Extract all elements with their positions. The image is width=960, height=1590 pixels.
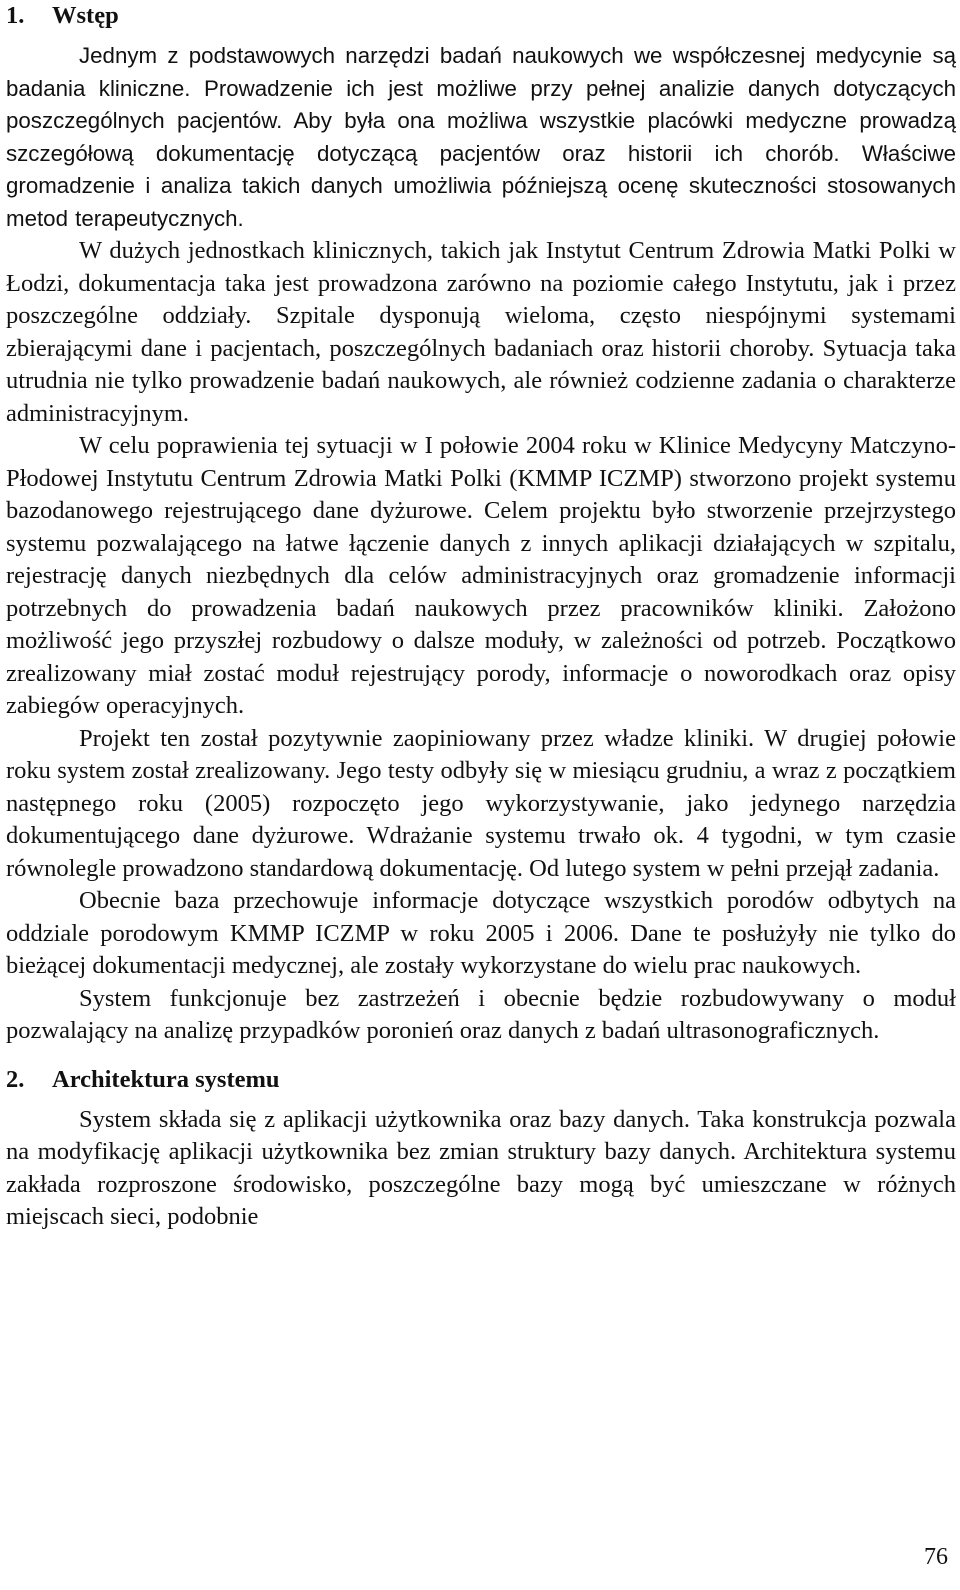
section-heading-introduction [6,0,956,32]
paragraph: W celu poprawienia tej sytuacji w I połowie 2004 roku w Klinice Medycyny Matczyno-Płodowej Instytutu Centrum Zdrowia Matki Polki (KMMP ICZMP) stworzono projekt systemu bazodanowego rejestrującego dane dyżurowe. Celem projektu było stworzenie przejrzystego systemu pozwalającego na łatwe łączenie danych z innych aplikacji działających w szpitalu, rejestrację danych niezbędnych dla celów administracyjnych oraz gromadzenie informacji potrzebnych do prowadzenia badań naukowych przez pracowników kliniki. Założono możliwość jego przyszłej rozbudowy o dalsze moduły, w zależności od potrzeb. Początkowo zrealizowany miał zostać moduł rejestrujący porody, informacje o noworodkach oraz opisy zabiegów operacyjnych. [6,432,956,719]
paragraph: Obecnie baza przechowuje informacje dotyczące wszystkich porodów odbytych na oddziale porodowym KMMP ICZMP w roku 2005 i 2006. Dane te posłużyły nie tylko do bieżącej dokumentacji medycznej, ale zostały wykorzystane do wielu prac naukowych. [6,887,956,979]
paragraph: Projekt ten został pozytywnie zaopiniowany przez władze kliniki. W drugiej połowie roku system został zrealizowany. Jego testy odbyły się w miesiącu grudniu, a wraz z początkiem następnego roku (2005) rozpoczęto jego wykorzystywanie, jako jedynego narzędzia dokumentującego dane dyżurowe. Wdrażanie systemu trwało ok. 4 tygodni, w tym czasie równolegle prowadzono standardową dokumentację. Od lutego system w pełni przejął zadania. [6,724,956,882]
section-number: 1. [6,2,25,29]
paragraph: W dużych jednostkach klinicznych, takich jak Instytut Centrum Zdrowia Matki Polki w Łodzi, dokumentacja taka jest prowadzona zarówno na poziomie całego Instytutu, jak i przez poszczególne oddziały. Szpitale dysponują wieloma, często niespójnymi systemami zbierającymi dane i pacjentach, poszczególnych badaniach oraz historii choroby. Sytuacja taka utrudnia nie tylko prowadzenie badań naukowych, ale również codzienne zadania o charakterze administracyjnym. [6,237,956,427]
paragraph: System funkcjonuje bez zastrzeżeń i obecnie będzie rozbudowywany o moduł pozwalający na analizę przypadków poronień oraz danych z badań ultrasonograficznych. [6,984,956,1044]
section-body-architecture [6,1104,956,1234]
section-title: Wstęp [52,2,119,29]
paragraph: Jednym z podstawowych narzędzi badań naukowych we współczesnej medycynie są badania kliniczne. Prowadzenie ich jest możliwe przy pełnej analizie danych dotyczących poszczególnych pacjentów. Aby była ona możliwa wszystkie placówki medyczne prowadzą szczegółową dokumentację dotyczącą pacjentów oraz historii ich chorób. Właściwe gromadzenie i analiza takich danych umożliwia późniejszą ocenę skuteczności stosowanych metod terapeutycznych. [6,43,956,231]
section-title: Architektura systemu [52,1065,280,1093]
page-number: 76 [924,1544,948,1570]
paragraph: System składa się z aplikacji użytkownika oraz bazy danych. Taka konstrukcja pozwala na modyfikację aplikacji użytkownika bez zmian struktury bazy danych. Architektura systemu zakłada rozproszone środowisko, poszczególne bazy mogą być umieszczane w różnych miejscach sieci, podobnie [6,1105,956,1230]
section-body-introduction [6,40,956,1048]
section-heading-architecture [6,1064,956,1096]
document-page [6,0,956,1234]
section-number: 2. [6,1065,25,1093]
